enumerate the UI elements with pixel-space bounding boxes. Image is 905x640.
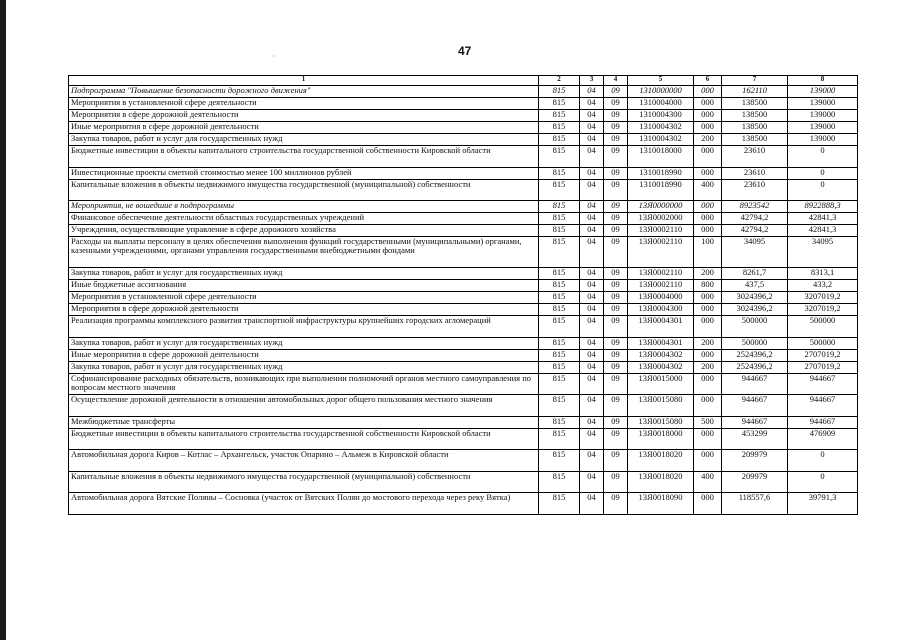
ministry-code-cell: 815 — [539, 349, 580, 361]
target-article-cell: 13Я0015080 — [628, 395, 694, 417]
section-code-cell: 04 — [580, 213, 604, 225]
target-article-cell: 13Я0004301 — [628, 337, 694, 349]
section-code-cell: 04 — [580, 292, 604, 304]
row-name-cell: Бюджетные инвестиции в объекты капитального строительства государственной собственности Кировской области — [69, 428, 539, 450]
expense-type-cell: 200 — [694, 134, 722, 146]
row-name-cell: Осуществление дорожной деятельности в отношении автомобильных дорог общего пользования местного значения — [69, 395, 539, 417]
ministry-code-cell: 815 — [539, 268, 580, 280]
subsection-code-cell: 09 — [604, 337, 628, 349]
target-article-cell: 1310018000 — [628, 146, 694, 168]
row-name-cell: Закупка товаров, работ и услуг для государственных нужд — [69, 337, 539, 349]
expense-type-cell: 000 — [694, 292, 722, 304]
expense-type-cell: 000 — [694, 86, 722, 98]
table-row — [69, 471, 858, 493]
amount-col8-cell: 500000 — [788, 337, 858, 349]
target-article-cell: 13Я0018000 — [628, 428, 694, 450]
row-name-cell: Бюджетные инвестиции в объекты капитального строительства государственной собственности Кировской области — [69, 146, 539, 168]
expense-type-cell: 000 — [694, 213, 722, 225]
amount-col7-cell: 8923542 — [722, 201, 788, 213]
expense-type-cell: 100 — [694, 237, 722, 268]
subsection-code-cell: 09 — [604, 428, 628, 450]
ministry-code-cell: 815 — [539, 146, 580, 168]
subsection-code-cell: 09 — [604, 471, 628, 493]
ministry-code-cell: 815 — [539, 292, 580, 304]
amount-col8-cell: 0 — [788, 471, 858, 493]
amount-col8-cell: 139000 — [788, 122, 858, 134]
section-code-cell: 04 — [580, 493, 604, 515]
section-code-cell: 04 — [580, 179, 604, 201]
amount-col8-cell: 8313,1 — [788, 268, 858, 280]
target-article-cell: 1310018990 — [628, 167, 694, 179]
amount-col7-cell: 138500 — [722, 110, 788, 122]
scan-tick-mark: · — [272, 52, 275, 61]
target-article-cell: 1310004302 — [628, 122, 694, 134]
section-code-cell: 04 — [580, 428, 604, 450]
table-row — [69, 337, 858, 349]
subsection-code-cell: 09 — [604, 316, 628, 338]
table-row — [69, 280, 858, 292]
header-cell: 2 — [539, 76, 580, 86]
amount-col8-cell: 3207019,2 — [788, 304, 858, 316]
table-row — [69, 110, 858, 122]
section-code-cell: 04 — [580, 471, 604, 493]
amount-col7-cell: 209979 — [722, 471, 788, 493]
row-name-cell: Капитальные вложения в объекты недвижимого имущества государственной (муниципальной) собственности — [69, 179, 539, 201]
expense-type-cell: 000 — [694, 146, 722, 168]
header-cell: 8 — [788, 76, 858, 86]
amount-col8-cell: 34095 — [788, 237, 858, 268]
budget-table — [68, 75, 858, 515]
ministry-code-cell: 815 — [539, 361, 580, 373]
expense-type-cell: 200 — [694, 361, 722, 373]
subsection-code-cell: 09 — [604, 146, 628, 168]
ministry-code-cell: 815 — [539, 167, 580, 179]
scan-edge-bar — [0, 0, 6, 640]
amount-col8-cell: 944667 — [788, 395, 858, 417]
section-code-cell: 04 — [580, 237, 604, 268]
expense-type-cell: 800 — [694, 280, 722, 292]
amount-col7-cell: 138500 — [722, 122, 788, 134]
target-article-cell: 13Я0018090 — [628, 493, 694, 515]
table-row — [69, 416, 858, 428]
row-name-cell: Мероприятия в сфере дорожной деятельности — [69, 304, 539, 316]
amount-col7-cell: 23610 — [722, 167, 788, 179]
row-name-cell: Финансовое обеспечение деятельности областных государственных учреждений — [69, 213, 539, 225]
row-name-cell: Реализация программы комплексного развития транспортной инфраструктуры крупнейших городских агломераций — [69, 316, 539, 338]
amount-col7-cell: 437,5 — [722, 280, 788, 292]
expense-type-cell: 000 — [694, 373, 722, 395]
subsection-code-cell: 09 — [604, 134, 628, 146]
amount-col7-cell: 2524396,2 — [722, 361, 788, 373]
subsection-code-cell: 09 — [604, 280, 628, 292]
target-article-cell: 13Я0004302 — [628, 361, 694, 373]
row-name-cell: Закупка товаров, работ и услуг для государственных нужд — [69, 134, 539, 146]
ministry-code-cell: 815 — [539, 179, 580, 201]
section-code-cell: 04 — [580, 134, 604, 146]
subsection-code-cell: 09 — [604, 122, 628, 134]
ministry-code-cell: 815 — [539, 225, 580, 237]
table-row — [69, 225, 858, 237]
target-article-cell: 13Я0000000 — [628, 201, 694, 213]
target-article-cell: 13Я0004301 — [628, 316, 694, 338]
table-row — [69, 395, 858, 417]
row-name-cell: Капитальные вложения в объекты недвижимого имущества государственной (муниципальной) собственности — [69, 471, 539, 493]
subsection-code-cell: 09 — [604, 98, 628, 110]
target-article-cell: 13Я0002110 — [628, 225, 694, 237]
ministry-code-cell: 815 — [539, 337, 580, 349]
amount-col8-cell: 0 — [788, 167, 858, 179]
table-row — [69, 213, 858, 225]
amount-col8-cell: 139000 — [788, 98, 858, 110]
amount-col8-cell: 8922888,3 — [788, 201, 858, 213]
amount-col7-cell: 453299 — [722, 428, 788, 450]
expense-type-cell: 000 — [694, 304, 722, 316]
expense-type-cell: 200 — [694, 337, 722, 349]
amount-col7-cell: 944667 — [722, 373, 788, 395]
amount-col7-cell: 42794,2 — [722, 213, 788, 225]
ministry-code-cell: 815 — [539, 304, 580, 316]
amount-col7-cell: 944667 — [722, 395, 788, 417]
section-code-cell: 04 — [580, 146, 604, 168]
table-row — [69, 98, 858, 110]
target-article-cell: 13Я0015080 — [628, 416, 694, 428]
amount-col7-cell: 42794,2 — [722, 225, 788, 237]
subsection-code-cell: 09 — [604, 292, 628, 304]
amount-col8-cell: 139000 — [788, 86, 858, 98]
ministry-code-cell: 815 — [539, 428, 580, 450]
row-name-cell: Иные бюджетные ассигнования — [69, 280, 539, 292]
subsection-code-cell: 09 — [604, 110, 628, 122]
section-code-cell: 04 — [580, 337, 604, 349]
table-row — [69, 361, 858, 373]
table-row — [69, 167, 858, 179]
expense-type-cell: 000 — [694, 316, 722, 338]
amount-col8-cell: 944667 — [788, 373, 858, 395]
section-code-cell: 04 — [580, 225, 604, 237]
table-row — [69, 349, 858, 361]
expense-type-cell: 000 — [694, 450, 722, 472]
amount-col7-cell: 138500 — [722, 98, 788, 110]
page-number: 47 — [458, 44, 472, 58]
header-cell: 7 — [722, 76, 788, 86]
section-code-cell: 04 — [580, 373, 604, 395]
table-row — [69, 122, 858, 134]
amount-col8-cell: 139000 — [788, 134, 858, 146]
subsection-code-cell: 09 — [604, 225, 628, 237]
table-row — [69, 316, 858, 338]
amount-col8-cell: 944667 — [788, 416, 858, 428]
ministry-code-cell: 815 — [539, 86, 580, 98]
amount-col7-cell: 3024396,2 — [722, 304, 788, 316]
table-row — [69, 493, 858, 515]
amount-col7-cell: 8261,7 — [722, 268, 788, 280]
subsection-code-cell: 09 — [604, 493, 628, 515]
target-article-cell: 1310000000 — [628, 86, 694, 98]
amount-col7-cell: 23610 — [722, 179, 788, 201]
row-name-cell: Автомобильная дорога Вятские Поляны – Сосновка (участок от Вятских Полян до мостового перехода через реку Вятка) — [69, 493, 539, 515]
subsection-code-cell: 09 — [604, 395, 628, 417]
table-row — [69, 450, 858, 472]
expense-type-cell: 000 — [694, 201, 722, 213]
header-cell: 4 — [604, 76, 628, 86]
target-article-cell: 13Я0018020 — [628, 450, 694, 472]
table-row — [69, 292, 858, 304]
ministry-code-cell: 815 — [539, 237, 580, 268]
amount-col7-cell: 944667 — [722, 416, 788, 428]
table-header-row — [69, 76, 858, 86]
expense-type-cell: 000 — [694, 493, 722, 515]
section-code-cell: 04 — [580, 416, 604, 428]
subsection-code-cell: 09 — [604, 304, 628, 316]
section-code-cell: 04 — [580, 361, 604, 373]
amount-col8-cell: 139000 — [788, 110, 858, 122]
subsection-code-cell: 09 — [604, 450, 628, 472]
table-row — [69, 428, 858, 450]
table-row — [69, 134, 858, 146]
subsection-code-cell: 09 — [604, 373, 628, 395]
target-article-cell: 1310018990 — [628, 179, 694, 201]
subsection-code-cell: 09 — [604, 201, 628, 213]
ministry-code-cell: 815 — [539, 98, 580, 110]
ministry-code-cell: 815 — [539, 110, 580, 122]
row-name-cell: Софинансирование расходных обязательств, возникающих при выполнении полномочий органов местного самоуправления по вопросам местного значения — [69, 373, 539, 395]
table-row — [69, 268, 858, 280]
expense-type-cell: 200 — [694, 268, 722, 280]
target-article-cell: 13Я0015000 — [628, 373, 694, 395]
amount-col8-cell: 500000 — [788, 316, 858, 338]
target-article-cell: 13Я0018020 — [628, 471, 694, 493]
subsection-code-cell: 09 — [604, 361, 628, 373]
amount-col7-cell: 209979 — [722, 450, 788, 472]
subsection-code-cell: 09 — [604, 167, 628, 179]
target-article-cell: 13Я0002110 — [628, 237, 694, 268]
row-name-cell: Мероприятия, не вошедшие в подпрограммы — [69, 201, 539, 213]
table-row — [69, 146, 858, 168]
table-row — [69, 304, 858, 316]
amount-col7-cell: 2524396,2 — [722, 349, 788, 361]
amount-col7-cell: 3024396,2 — [722, 292, 788, 304]
target-article-cell: 13Я0002000 — [628, 213, 694, 225]
target-article-cell: 1310004300 — [628, 110, 694, 122]
ministry-code-cell: 815 — [539, 122, 580, 134]
header-cell: 3 — [580, 76, 604, 86]
target-article-cell: 13Я0002110 — [628, 280, 694, 292]
amount-col8-cell: 2707019,2 — [788, 361, 858, 373]
row-name-cell: Мероприятия в сфере дорожной деятельности — [69, 110, 539, 122]
subsection-code-cell: 09 — [604, 416, 628, 428]
table-row — [69, 201, 858, 213]
section-code-cell: 04 — [580, 86, 604, 98]
table-row — [69, 86, 858, 98]
amount-col8-cell: 2707019,2 — [788, 349, 858, 361]
section-code-cell: 04 — [580, 167, 604, 179]
ministry-code-cell: 815 — [539, 450, 580, 472]
ministry-code-cell: 815 — [539, 280, 580, 292]
expense-type-cell: 000 — [694, 167, 722, 179]
subsection-code-cell: 09 — [604, 86, 628, 98]
section-code-cell: 04 — [580, 304, 604, 316]
amount-col7-cell: 500000 — [722, 316, 788, 338]
section-code-cell: 04 — [580, 268, 604, 280]
amount-col8-cell: 39791,3 — [788, 493, 858, 515]
expense-type-cell: 000 — [694, 349, 722, 361]
section-code-cell: 04 — [580, 201, 604, 213]
row-name-cell: Учреждения, осуществляющие управление в сфере дорожного хозяйства — [69, 225, 539, 237]
expense-type-cell: 400 — [694, 179, 722, 201]
amount-col7-cell: 34095 — [722, 237, 788, 268]
amount-col8-cell: 0 — [788, 146, 858, 168]
row-name-cell: Подпрограмма "Повышение безопасности дорожного движения" — [69, 86, 539, 98]
amount-col7-cell: 23610 — [722, 146, 788, 168]
table-row — [69, 179, 858, 201]
expense-type-cell: 000 — [694, 122, 722, 134]
amount-col8-cell: 0 — [788, 450, 858, 472]
amount-col8-cell: 3207019,2 — [788, 292, 858, 304]
header-cell: 1 — [69, 76, 539, 86]
amount-col8-cell: 476909 — [788, 428, 858, 450]
section-code-cell: 04 — [580, 316, 604, 338]
ministry-code-cell: 815 — [539, 213, 580, 225]
target-article-cell: 13Я0004000 — [628, 292, 694, 304]
table-row — [69, 237, 858, 268]
row-name-cell: Мероприятия в установленной сфере деятельности — [69, 98, 539, 110]
section-code-cell: 04 — [580, 450, 604, 472]
row-name-cell: Межбюджетные трансферты — [69, 416, 539, 428]
target-article-cell: 1310004302 — [628, 134, 694, 146]
target-article-cell: 13Я0004300 — [628, 304, 694, 316]
ministry-code-cell: 815 — [539, 416, 580, 428]
expense-type-cell: 000 — [694, 110, 722, 122]
subsection-code-cell: 09 — [604, 213, 628, 225]
target-article-cell: 13Я0002110 — [628, 268, 694, 280]
expense-type-cell: 000 — [694, 98, 722, 110]
header-cell: 5 — [628, 76, 694, 86]
ministry-code-cell: 815 — [539, 316, 580, 338]
ministry-code-cell: 815 — [539, 471, 580, 493]
amount-col8-cell: 433,2 — [788, 280, 858, 292]
amount-col8-cell: 0 — [788, 179, 858, 201]
header-cell: 6 — [694, 76, 722, 86]
row-name-cell: Расходы на выплаты персоналу в целях обеспечения выполнения функций государственными (муниципальными) органами, казенными учреждениями, органами управления государственными внебюджетными фондами — [69, 237, 539, 268]
ministry-code-cell: 815 — [539, 395, 580, 417]
table-row — [69, 373, 858, 395]
section-code-cell: 04 — [580, 349, 604, 361]
section-code-cell: 04 — [580, 280, 604, 292]
row-name-cell: Иные мероприятия в сфере дорожной деятельности — [69, 349, 539, 361]
section-code-cell: 04 — [580, 98, 604, 110]
target-article-cell: 1310004000 — [628, 98, 694, 110]
subsection-code-cell: 09 — [604, 237, 628, 268]
amount-col8-cell: 42841,3 — [788, 225, 858, 237]
ministry-code-cell: 815 — [539, 493, 580, 515]
expense-type-cell: 500 — [694, 416, 722, 428]
expense-type-cell: 400 — [694, 471, 722, 493]
ministry-code-cell: 815 — [539, 373, 580, 395]
subsection-code-cell: 09 — [604, 268, 628, 280]
row-name-cell: Закупка товаров, работ и услуг для государственных нужд — [69, 268, 539, 280]
amount-col8-cell: 42841,3 — [788, 213, 858, 225]
row-name-cell: Автомобильная дорога Киров – Котлас – Архангельск, участок Опарино – Альмеж в Кировской области — [69, 450, 539, 472]
row-name-cell: Мероприятия в установленной сфере деятельности — [69, 292, 539, 304]
row-name-cell: Инвестиционные проекты сметной стоимостью менее 100 миллионов рублей — [69, 167, 539, 179]
amount-col7-cell: 500000 — [722, 337, 788, 349]
ministry-code-cell: 815 — [539, 134, 580, 146]
section-code-cell: 04 — [580, 395, 604, 417]
expense-type-cell: 000 — [694, 428, 722, 450]
amount-col7-cell: 162110 — [722, 86, 788, 98]
section-code-cell: 04 — [580, 122, 604, 134]
expense-type-cell: 000 — [694, 395, 722, 417]
section-code-cell: 04 — [580, 110, 604, 122]
target-article-cell: 13Я0004302 — [628, 349, 694, 361]
row-name-cell: Закупка товаров, работ и услуг для государственных нужд — [69, 361, 539, 373]
subsection-code-cell: 09 — [604, 349, 628, 361]
ministry-code-cell: 815 — [539, 201, 580, 213]
subsection-code-cell: 09 — [604, 179, 628, 201]
expense-type-cell: 000 — [694, 225, 722, 237]
amount-col7-cell: 138500 — [722, 134, 788, 146]
row-name-cell: Иные мероприятия в сфере дорожной деятельности — [69, 122, 539, 134]
amount-col7-cell: 118557,6 — [722, 493, 788, 515]
